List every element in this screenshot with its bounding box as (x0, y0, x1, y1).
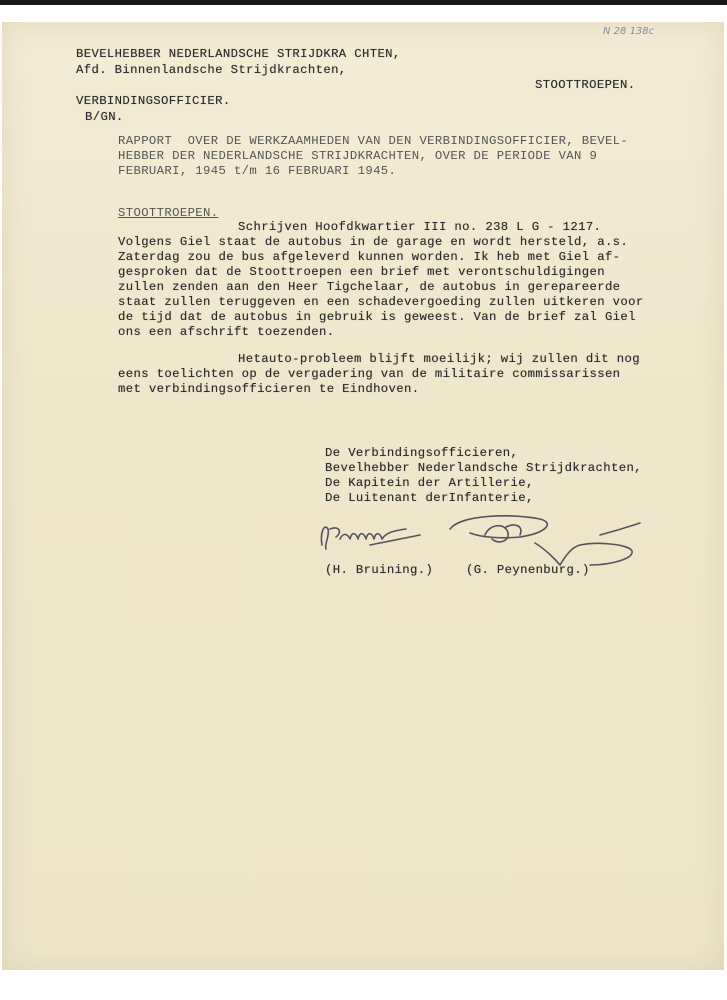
paragraph1-line-5: zullen zenden aan den Heer Tigchelaar, de autobus in gerepareerde (118, 280, 621, 294)
scan-top-edge (0, 0, 727, 5)
paragraph1-line-3: Zaterdag zou de bus afgeleverd kunnen worden. Ik heb met Giel af- (118, 250, 621, 264)
header-line-2: Afd. Binnenlandsche Strijdkrachten, (76, 63, 347, 77)
signatory-2: (G. Peynenburg.) (466, 563, 590, 577)
section-heading: STOOTTROEPEN. (118, 206, 219, 220)
paragraph1-line-7: de tijd dat de autobus in gebruik is geweest. Van de brief zal Giel (118, 310, 636, 324)
header-unit: STOOTTROEPEN. (535, 78, 636, 92)
report-title-line-3: FEBRUARI, 1945 t/m 16 FEBRUARI 1945. (118, 164, 397, 178)
paragraph1-line-4: gesproken dat de Stoottroepen een brief met verontschuldigingen (118, 265, 605, 279)
closing-line-4: De Luitenant derInfanterie, (325, 491, 534, 505)
closing-line-2: Bevelhebber Nederlandsche Strijdkrachten, (325, 461, 642, 475)
paragraph2-line-1: Hetauto-probleem blijft moeilijk; wij zullen dit nog (238, 352, 640, 366)
header-office: VERBINDINGSOFFICIER. (76, 94, 231, 108)
archive-mark: N 28 138c (603, 26, 655, 37)
paragraph2-line-3: met verbindingsofficieren te Eindhoven. (118, 382, 420, 396)
header-line-1: BEVELHEBBER NEDERLANDSCHE STRIJDKRA CHTEN, (76, 47, 401, 61)
report-title-line-2: HEBBER DER NEDERLANDSCHE STRIJDKRACHTEN, OVER DE PERIODE VAN 9 (118, 149, 598, 163)
paragraph2-line-2: eens toelichten op de vergadering van de militaire commissarissen (118, 367, 621, 381)
closing-line-3: De Kapitein der Artillerie, (325, 476, 534, 490)
paragraph1-line-6: staat zullen teruggeven en een schadevergoeding zullen uitkeren voor (118, 295, 644, 309)
paragraph1-line-2: Volgens Giel staat de autobus in de garage en wordt hersteld, a.s. (118, 235, 629, 249)
paragraph1-line-1: Schrijven Hoofdkwartier III no. 238 L G - 1217. (238, 220, 602, 234)
closing-line-1: De Verbindingsofficieren, (325, 446, 519, 460)
report-title-line-1: RAPPORT OVER DE WERKZAAMHEDEN VAN DEN VERBINDINGSOFFICIER, BEVEL- (118, 134, 629, 148)
signatory-1: (H. Bruining.) (325, 563, 434, 577)
paragraph1-line-8: ons een afschrift toezenden. (118, 325, 335, 339)
header-ref: B/GN. (85, 110, 124, 124)
